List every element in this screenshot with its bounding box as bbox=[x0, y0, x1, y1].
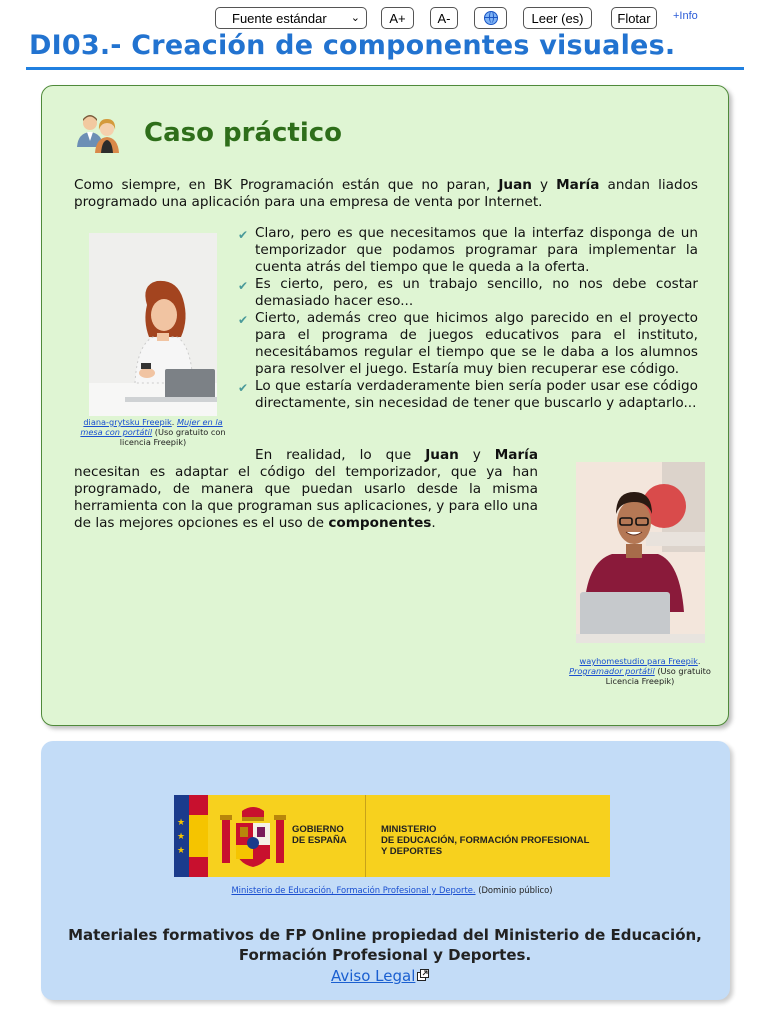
page-title: DI03.- Creación de componentes visuales. bbox=[29, 30, 676, 61]
check-icon: ✔ bbox=[238, 279, 249, 293]
check-icon: ✔ bbox=[238, 228, 249, 242]
check-icon: ✔ bbox=[238, 313, 249, 327]
title-divider bbox=[26, 67, 744, 70]
globe-icon bbox=[484, 11, 498, 25]
increase-font-button[interactable]: A+ bbox=[381, 7, 414, 29]
ministry-link[interactable]: Ministerio de Educación, Formación Profesional y Deporte. bbox=[231, 885, 476, 895]
coat-of-arms-icon bbox=[220, 803, 286, 871]
list-item: ✔ Lo que estaría verdaderamente bien sería poder usar ese código directamente, sin necesidad de tener que buscarlo y adaptarlo... bbox=[238, 378, 698, 411]
photo1-caption: diana-grytsku Freepik. Mujer en la mesa con portátil (Uso gratuito con licencia Freepik) bbox=[80, 417, 226, 447]
translate-button[interactable] bbox=[474, 7, 507, 29]
name-maria: María bbox=[556, 177, 600, 193]
external-link-icon[interactable] bbox=[417, 969, 429, 981]
float-button[interactable]: Flotar bbox=[611, 7, 657, 29]
programmer-photo bbox=[576, 462, 705, 643]
ministry-text: MINISTERIO DE EDUCACIÓN, FORMACIÓN PROFESIONAL Y DEPORTES bbox=[381, 824, 590, 857]
flag-strip: ★ ★ ★ bbox=[174, 795, 208, 877]
font-select-value: Fuente estándar bbox=[232, 10, 327, 26]
read-aloud-button[interactable]: Leer (es) bbox=[523, 7, 592, 29]
footer-box bbox=[41, 741, 730, 1000]
intro-paragraph: Como siempre, en BK Programación están que no paran, Juan y María andan liados programado una aplicación para una empresa de venta por Internet. bbox=[74, 177, 699, 210]
government-logo bbox=[174, 795, 610, 877]
components-term: componentes bbox=[328, 515, 432, 531]
case-heading: Caso práctico bbox=[144, 118, 343, 148]
photo1-author-link[interactable]: diana-grytsku Freepik bbox=[83, 417, 172, 427]
check-icon: ✔ bbox=[238, 381, 249, 395]
gov-spain-text: GOBIERNO DE ESPAÑA bbox=[292, 824, 347, 846]
info-link[interactable]: +Info bbox=[673, 10, 698, 22]
decrease-font-button[interactable]: A- bbox=[430, 7, 458, 29]
logo-caption: Ministerio de Educación, Formación Profesional y Deporte. (Dominio público) bbox=[231, 885, 553, 895]
photo2-caption: wayhomestudio para Freepik. Programador portátil (Uso gratuito Licencia Freepik) bbox=[569, 656, 711, 686]
accessibility-toolbar bbox=[0, 7, 768, 31]
font-select[interactable] bbox=[215, 7, 367, 29]
case-study-box bbox=[41, 85, 729, 726]
people-icon bbox=[75, 111, 123, 153]
photo1-title-link[interactable]: Mujer en la mesa con portátil bbox=[80, 417, 223, 437]
photo2-title-link[interactable]: Programador portátil bbox=[569, 666, 655, 676]
list-item: ✔ Claro, pero es que necesitamos que la interfaz disponga de un temporizador que podamos programar para implementar la cuenta atrás del tiempo que le queda a la oferta. bbox=[238, 225, 698, 275]
dialogue-list bbox=[238, 225, 698, 412]
photo2-author-link[interactable]: wayhomestudio para Freepik bbox=[579, 656, 698, 666]
list-item: ✔ Cierto, además creo que hicimos algo parecido en el proyecto para el programa de juegos educativos para el instituto, necesitábamos regular el tiempo que se le daba a los alumnos para resolver el juego. Estaría muy bien recuperar ese código. bbox=[238, 310, 698, 377]
materials-ownership-text: Materiales formativos de FP Online propiedad del Ministerio de Educación, Formación Profesional y Deportes. bbox=[68, 926, 702, 964]
conclusion-paragraph: En realidad, lo que Juan y María necesitan es adaptar el código del temporizador, que ya han programado, de manera que puedan usarlo desde la misma herramienta con la que programan sus aplicaciones, y para ello una de las mejores opciones es el uso de componentes. bbox=[74, 447, 539, 531]
chevron-down-icon: ⌄ bbox=[350, 12, 360, 24]
woman-at-laptop-photo bbox=[89, 233, 217, 416]
name-juan: Juan bbox=[498, 177, 532, 193]
legal-notice-link[interactable]: Aviso Legal bbox=[331, 967, 416, 985]
list-item: ✔ Es cierto, pero, es un trabajo sencillo, no nos debe costar demasiado hacer eso... bbox=[238, 276, 698, 309]
